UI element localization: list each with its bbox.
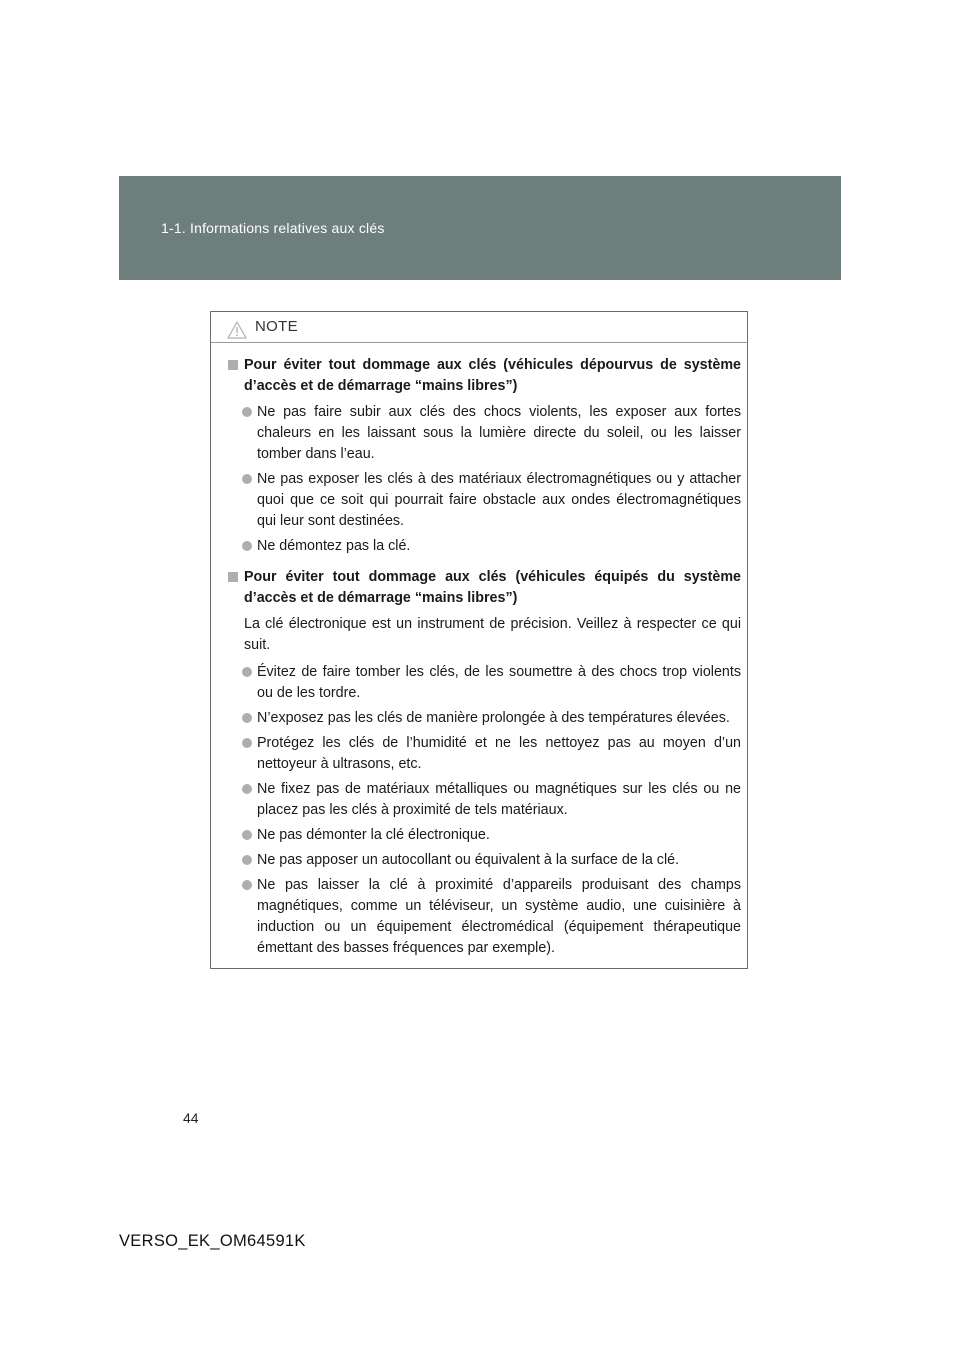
list-item [227,402,741,465]
note-label: NOTE [255,318,298,335]
round-bullet-icon [242,738,252,748]
square-bullet-icon [228,360,238,370]
list-item [227,779,741,821]
round-bullet-icon [242,855,252,865]
list-item-text: Ne pas faire subir aux clés des chocs violents, les exposer aux fortes chaleurs en les laissant sous la lumière directe du soleil, ou les laisser tomber dans l’eau. [257,404,741,462]
list-item-text: Ne fixez pas de matériaux métalliques ou magnétiques sur les clés ou ne placez pas les clés à proximité de tels matériaux. [257,781,741,818]
list-item-text: Ne pas exposer les clés à des matériaux électromagnétiques ou y attacher quoi que ce soit qui pourrait faire obstacle aux ondes électromagnétiques qui leur sont destinées. [257,471,741,529]
list-item [227,850,741,871]
note-header [211,312,747,343]
round-bullet-icon [242,407,252,417]
page-number: 44 [183,1110,199,1126]
warning-triangle-icon [227,321,247,339]
round-bullet-icon [242,830,252,840]
square-bullet-icon [228,572,238,582]
list-item-text: N’exposez pas les clés de manière prolongée à des températures élevées. [257,710,730,726]
list-item-text: Ne pas démonter la clé électronique. [257,827,490,843]
section-title: 1-1. Informations relatives aux clés [161,220,385,236]
intro-paragraph: La clé électronique est un instrument de précision. Veillez à respecter ce qui suit. [244,616,741,653]
list-item [227,708,741,729]
document-code: VERSO_EK_OM64591K [119,1232,306,1250]
round-bullet-icon [242,784,252,794]
list-item [227,733,741,775]
list-item-text: Ne démontez pas la clé. [257,538,411,554]
list-item [227,469,741,532]
round-bullet-icon [242,541,252,551]
round-bullet-icon [242,667,252,677]
round-bullet-icon [242,880,252,890]
heading-text: Pour éviter tout dommage aux clés (véhicules dépourvus de système d’accès et de démarrage “mains libres”) [244,357,741,394]
section-header-bar [119,176,841,280]
note-box [210,311,748,969]
round-bullet-icon [242,474,252,484]
list-item [227,536,741,557]
list-item-text: Protégez les clés de l’humidité et ne les nettoyez pas au moyen d’un nettoyeur à ultrasons, etc. [257,735,741,772]
list-item-text: Ne pas apposer un autocollant ou équivalent à la surface de la clé. [257,852,680,868]
section-heading [227,567,741,609]
list-item [227,875,741,959]
list-item-text: Évitez de faire tomber les clés, de les soumettre à des chocs trop violents ou de les tordre. [257,664,741,701]
round-bullet-icon [242,713,252,723]
heading-text: Pour éviter tout dommage aux clés (véhicules équipés du système d’accès et de démarrage “mains libres”) [244,569,741,606]
section-heading [227,355,741,397]
list-item [227,825,741,846]
list-item-text: Ne pas laisser la clé à proximité d’appareils produisant des champs magnétiques, comme un téléviseur, un système audio, une cuisinière à induction ou un équipement électromédical (équipement thérapeutique émettant des basses fréquences par exemple). [257,877,741,956]
list-item [227,662,741,704]
note-body [211,343,747,959]
